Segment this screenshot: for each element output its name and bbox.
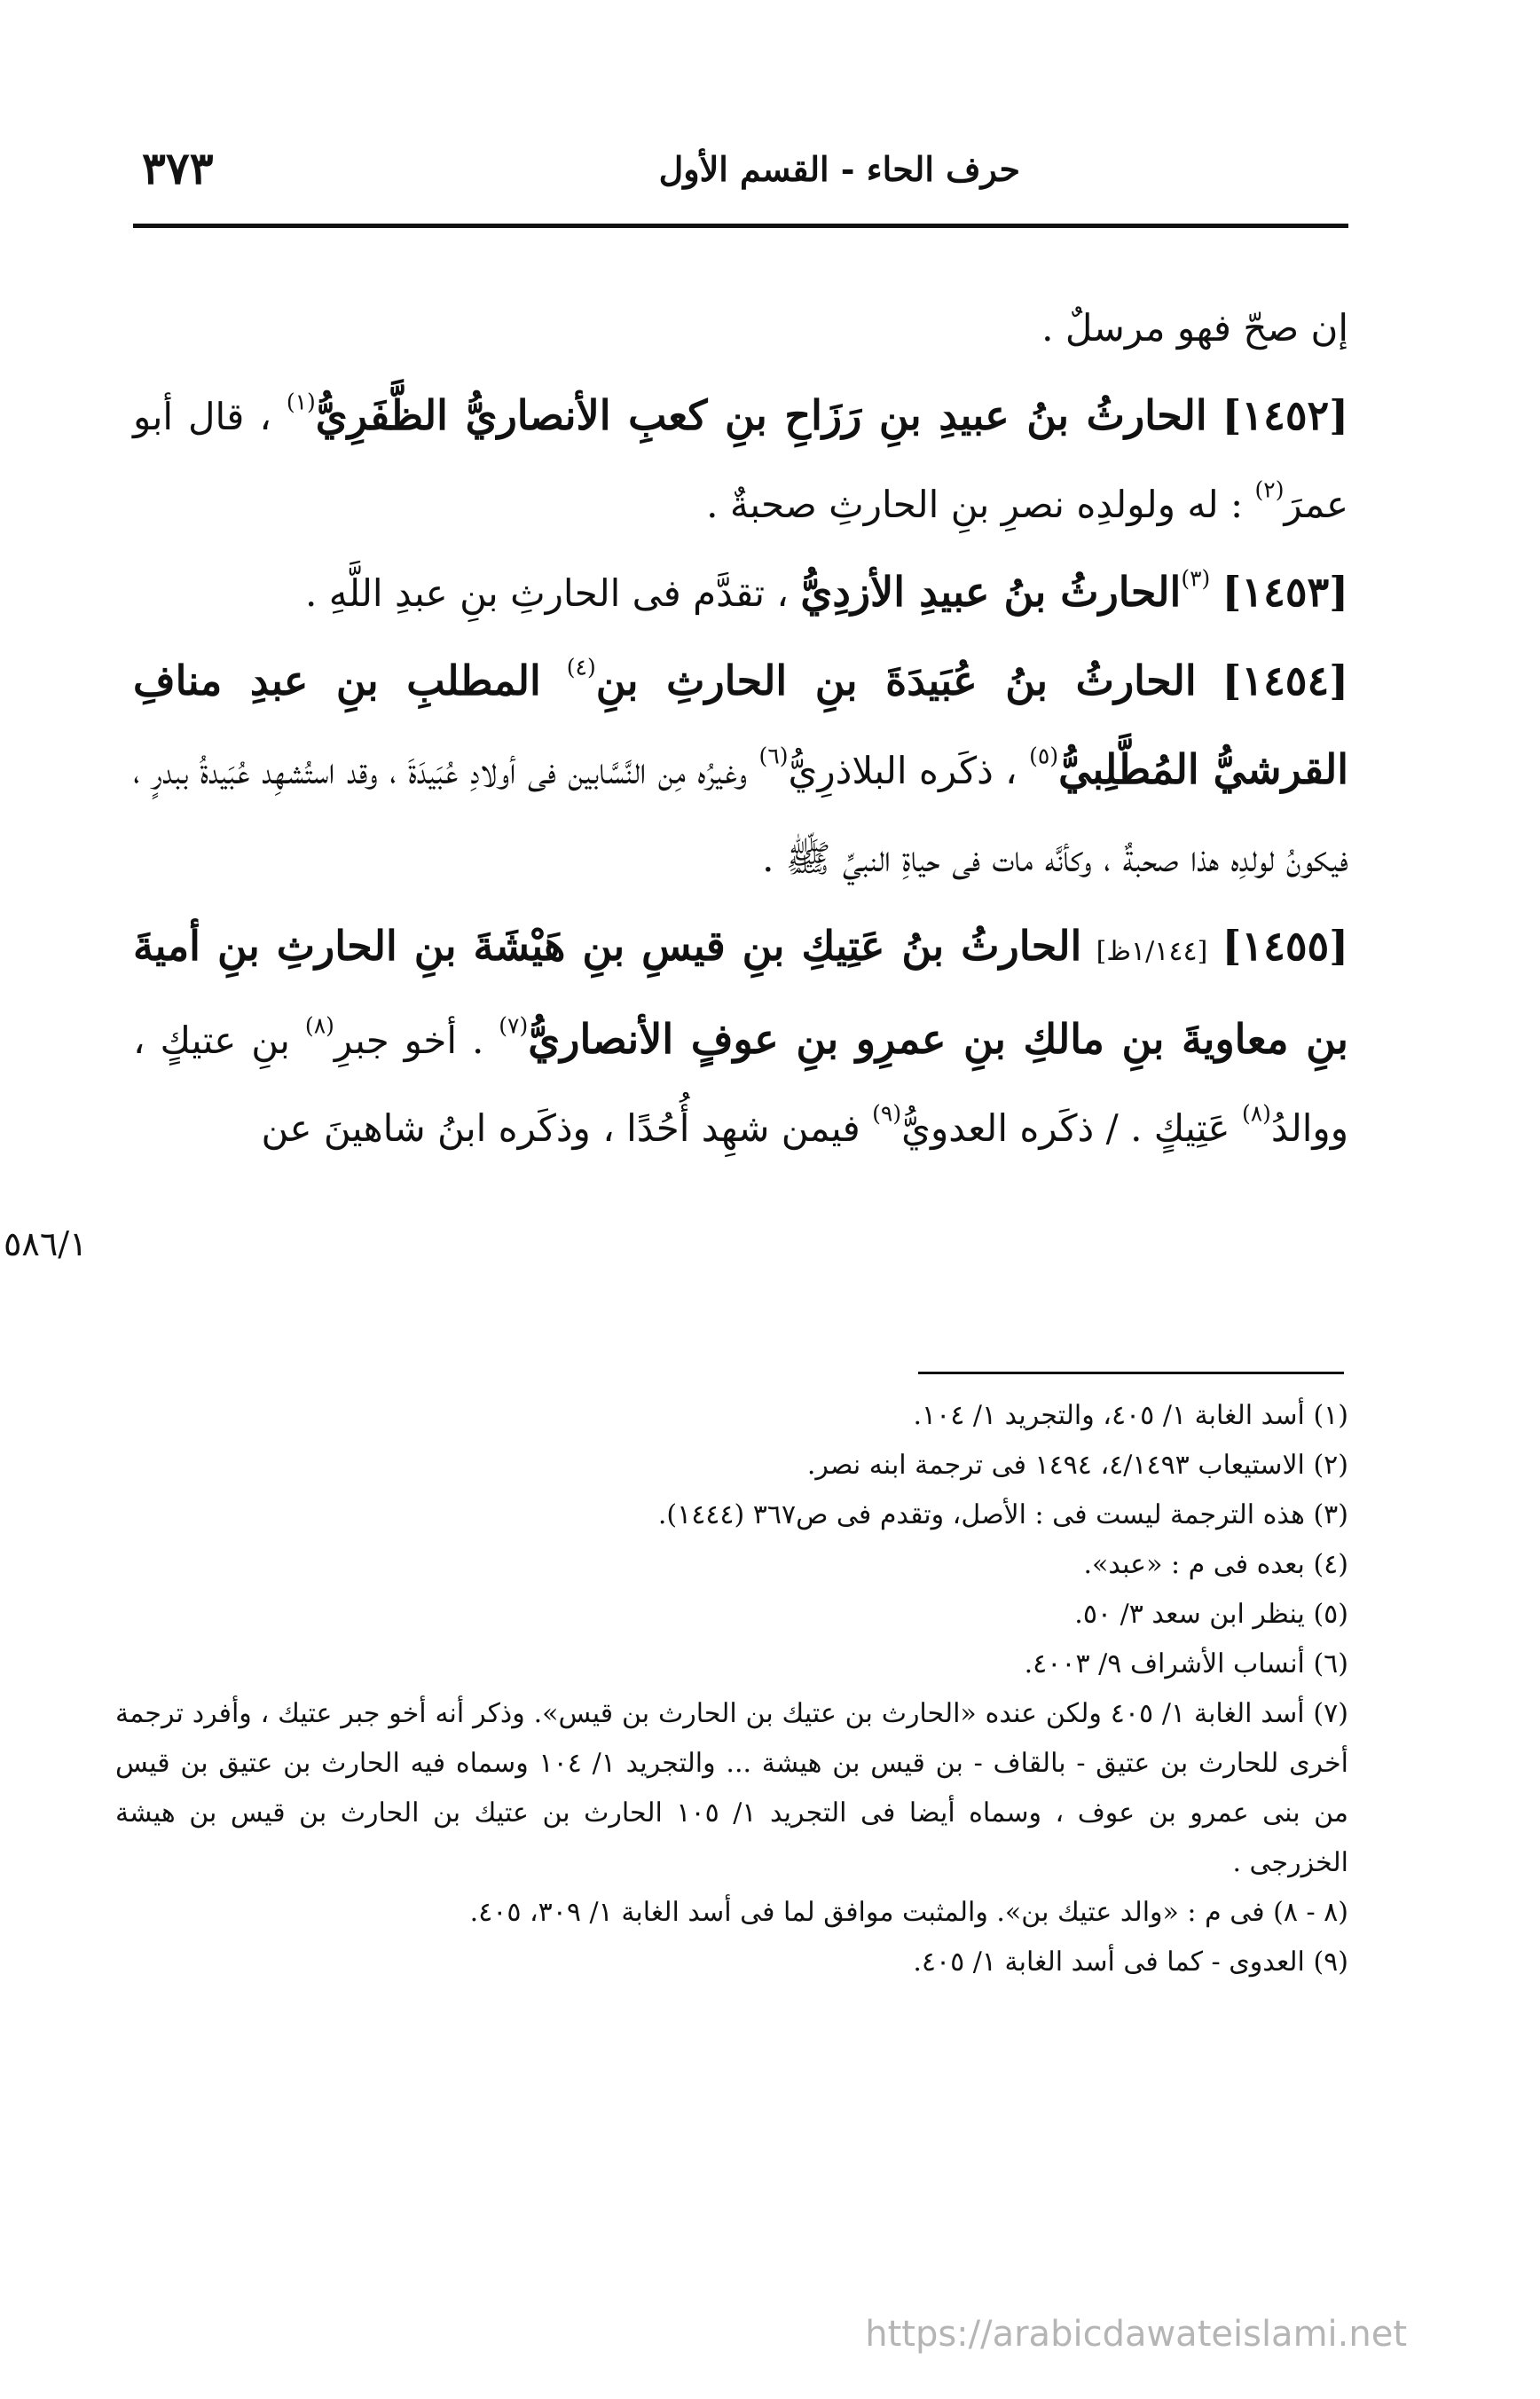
- entry-number: [١٤٥٢]: [1222, 391, 1348, 439]
- entry-number: [١٤٥٣]: [1222, 568, 1348, 616]
- footnote: [115, 1441, 1348, 1491]
- margin-reference: ٥٨٦/١: [4, 1224, 88, 1263]
- footnote-marker[interactable]: (٨): [304, 1012, 334, 1039]
- entry-text: وغيرُه مِن النَّسَّابين فى أولادِ عُبَيدَةَ ، وقد استُشهِد عُبَيدةُ ببدرٍ ، فيكونُ لولدِه هذا صحبةٌ ، وكأنَّه مات فى حياةِ النبيِّ ﷺ .: [133, 749, 1348, 880]
- footnote-number: (٢): [1313, 1450, 1348, 1481]
- entry-name: الحارثُ بنُ عَتِيكِ بنِ قيسِ بنِ هَيْشَةَ بنِ الحارثِ بنِ أميةَ بنِ معاويةَ بنِ مالكِ بنِ عمرِو بنِ عوفٍ الأنصاريُّ: [133, 922, 1348, 1063]
- footnote-number: (١): [1313, 1400, 1348, 1431]
- manuscript-folio-ref: [١/١٤٤ظ]: [1096, 936, 1208, 967]
- footnote: [115, 1888, 1348, 1938]
- footnote-text: أنساب الأشراف ٩/ ٤٠٠٣.: [1024, 1648, 1305, 1679]
- footnote: [115, 1590, 1348, 1640]
- entry-text: ، قال أبو عمرَ: [133, 395, 1348, 526]
- footnote-marker[interactable]: (٩): [872, 1100, 902, 1127]
- footnote: [115, 1938, 1348, 1987]
- entry-text: بنِ عتيكٍ ، ووالدُ: [133, 1019, 1348, 1150]
- footnote: [115, 1540, 1348, 1590]
- footnote-number: (٩): [1313, 1947, 1348, 1978]
- footnote-number: (٥): [1313, 1599, 1348, 1630]
- footnote-text: بعده فى م : «عبد».: [1083, 1549, 1305, 1580]
- entry-name: الحارثُ بنُ عُبَيدَةَ بنِ الحارثِ بنِ: [595, 657, 1197, 704]
- footnote-marker[interactable]: (١): [286, 389, 316, 415]
- footnote-text: الاستيعاب ٤/١٤٩٣، ١٤٩٤ فى ترجمة ابنه نصر.: [806, 1450, 1305, 1481]
- footnote-marker[interactable]: (٥): [1029, 743, 1059, 769]
- footnote-marker[interactable]: (٢): [1254, 476, 1285, 503]
- page-number: ٣٧٣: [142, 142, 214, 194]
- footnote: [115, 1391, 1348, 1441]
- entry-name: الحارثُ بنُ عبيدِ بنِ رَزَاحِ بنِ كعبِ الأنصاريُّ الظَّفَرِيُّ: [315, 391, 1207, 439]
- footnote-number: (٣): [1313, 1499, 1348, 1530]
- entry-text: فيمن شهِد أُحُدًا ، وذكَره ابنُ شاهينَ عن: [261, 1106, 860, 1150]
- entry-text: عَتِيكٍ . / ذكَره العدويُّ: [901, 1106, 1230, 1150]
- footnote: [115, 1689, 1348, 1888]
- header-rule: [133, 224, 1348, 228]
- footnote-text: أسد الغابة ١/ ٤٠٥، والتجريد ١/ ١٠٤.: [913, 1400, 1305, 1431]
- footnote: [115, 1491, 1348, 1540]
- footnote-text: ينظر ابن سعد ٣/ ٥٠.: [1074, 1599, 1305, 1630]
- footnotes: [115, 1391, 1348, 1987]
- footnote-text: أسد الغابة ١/ ٤٠٥ ولكن عنده «الحارث بن عتيك بن الحارث بن قيس». وذكر أنه أخو جبر عتيك ، وأفرد ترجمة أخرى للحارث بن عتيق - بالقاف - بن قيس بن هيشة ... والتجريد ١/ ١٠٤ وسماه فيه الحارث بن عتيق بن قيس من بنى عمرو بن عوف ، وسماه أيضا فى التجريد ١/ ١٠٥ الحارث بن عتيك بن الحارث بن قيس بن هيشة الخزرجى .: [115, 1698, 1348, 1878]
- footnote-marker[interactable]: (٨): [1241, 1100, 1271, 1127]
- entry-name-continued: المطلبِ بنِ عبدِ منافِ القرشيُّ المُطَّلِبيُّ: [133, 657, 1349, 793]
- footnote-text: هذه الترجمة ليست فى : الأصل، وتقدم فى ص٣٦٧ (١٤٤٤).: [657, 1499, 1305, 1530]
- footnote-marker[interactable]: (٦): [758, 743, 789, 769]
- footnote-number: (٤): [1313, 1549, 1348, 1580]
- entry-text: ، ذكَره البلاذرِيُّ: [788, 749, 1018, 792]
- entry-1453: [133, 548, 1348, 637]
- footnote-number: (٧): [1313, 1698, 1348, 1729]
- entry-text: : له ولولدِه نصرِ بنِ الحارثِ صحبةٌ .: [706, 483, 1244, 526]
- footnote-number: (٦): [1313, 1648, 1348, 1679]
- entry-1455: [133, 902, 1348, 1172]
- footnote-separator: [918, 1372, 1344, 1374]
- watermark-url: https://arabicdawateislami.net: [865, 2314, 1407, 2355]
- footnote-number: (٨ - ٨): [1273, 1897, 1348, 1928]
- page-header: [133, 142, 1348, 213]
- entry-text: ، تقدَّم فى الحارثِ بنِ عبدِ اللَّهِ .: [305, 571, 789, 615]
- entry-1452: [133, 372, 1348, 548]
- footnote-text: العدوى - كما فى أسد الغابة ١/ ٤٠٥.: [913, 1947, 1305, 1978]
- footnote-marker[interactable]: (٧): [499, 1012, 529, 1039]
- entry-text: . أخو جبرِ: [334, 1019, 484, 1062]
- footnote-marker[interactable]: (٣): [1181, 565, 1211, 592]
- running-title: حرف الحاء - القسم الأول: [658, 149, 1020, 189]
- entry-number: [١٤٥٤]: [1222, 657, 1348, 704]
- main-text: [133, 284, 1348, 1172]
- entry-number: [١٤٥٥]: [1222, 922, 1348, 970]
- footnote-marker[interactable]: (٤): [566, 654, 596, 680]
- entry-name: الحارثُ بنُ عبيدِ الأزدِيُّ: [800, 568, 1182, 616]
- continuation-text: إن صحّ فهو مرسلٌ .: [1041, 306, 1348, 350]
- footnote: [115, 1640, 1348, 1689]
- paragraph-continuation: [133, 284, 1348, 372]
- footnote-text: فى م : «والد عتيك بن». والمثبت موافق لما فى أسد الغابة ١/ ٣٠٩، ٤٠٥.: [469, 1897, 1265, 1928]
- entry-1454: [133, 637, 1348, 902]
